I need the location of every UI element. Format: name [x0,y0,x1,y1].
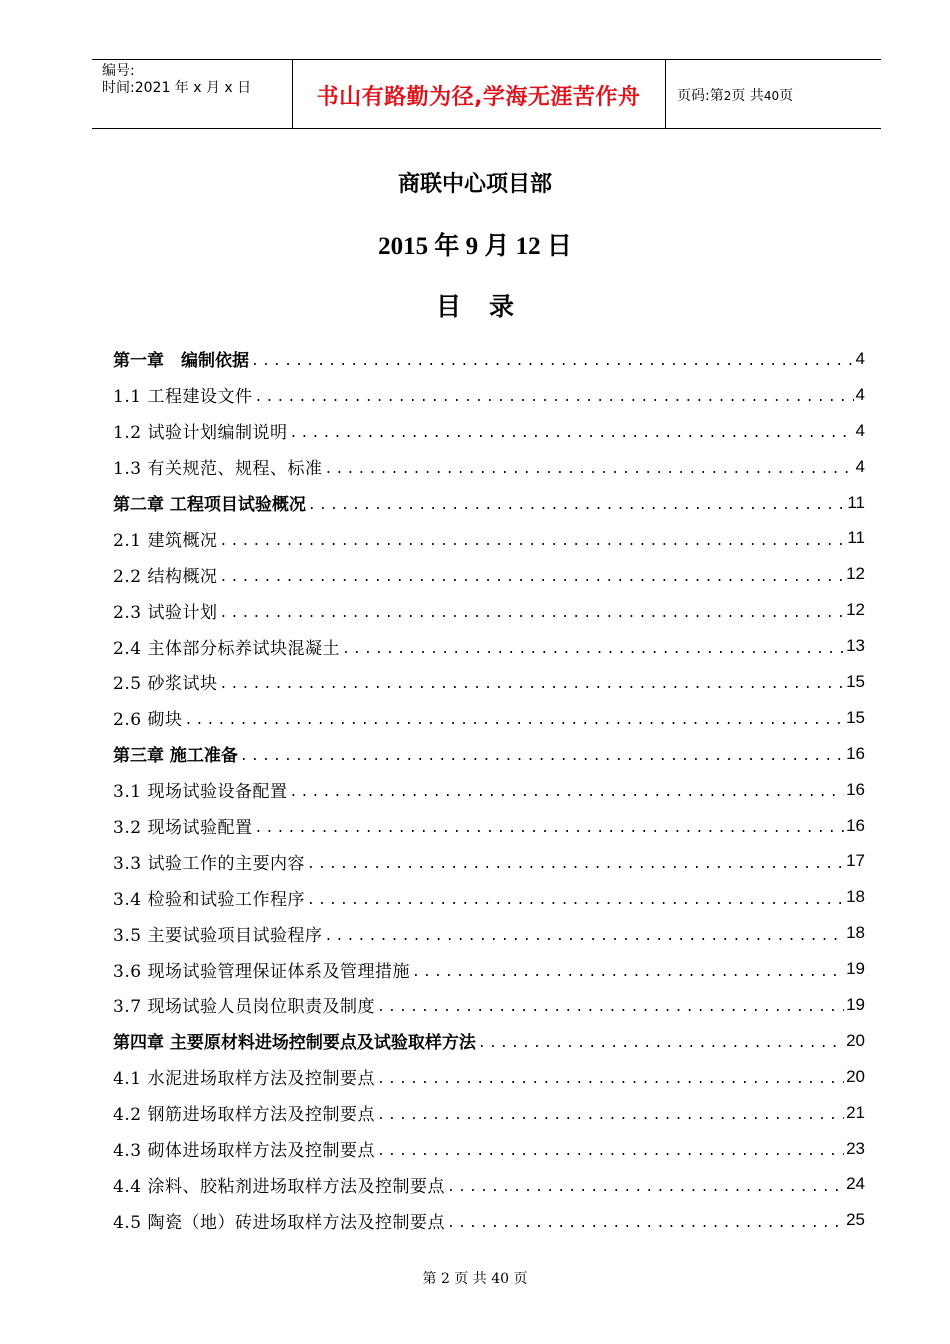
toc-dot-leader [377,1108,844,1123]
toc-entry-text: 3.2 现场试验配置 [113,818,253,839]
toc-entry-text: 3.1 现场试验设备配置 [113,782,288,803]
toc-entry-page: 18 [846,887,865,907]
toc-dot-leader [447,1180,844,1195]
toc-entry-section[interactable] [113,915,865,951]
toc-entry-section[interactable] [113,1166,865,1202]
toc-dot-leader [251,354,854,369]
toc-entry-text: 3.6 现场试验管理保证体系及管理措施 [113,961,410,982]
toc-entry-page: 25 [846,1210,865,1230]
toc-entry-page: 11 [847,492,865,512]
toc-dot-leader [447,1216,844,1231]
toc-entry-page: 4 [855,348,865,368]
table-of-contents [113,341,865,1238]
page-mid: 页 共 [731,88,764,104]
document-date: 2015 年 9 月 12 日 [378,233,572,260]
toc-entry-page: 16 [846,743,865,763]
toc-entry-text: 1.1 工程建设文件 [113,387,253,408]
page-number: 2 [723,89,732,103]
toc-entry-page: 11 [847,528,865,548]
header-motto: 书山有路勤为径,学海无涯苦作舟 [316,85,641,110]
toc-entry-section[interactable] [113,1131,865,1167]
toc-entry-page: 4 [855,420,865,440]
toc-entry-text: 第一章 编制依据 [113,351,249,372]
toc-entry-text: 4.5 陶瓷（地）砖进场取样方法及控制要点 [113,1212,445,1233]
toc-entry-text: 第四章 主要原材料进场控制要点及试验取样方法 [113,1033,476,1054]
toc-entry-page: 4 [855,384,865,404]
toc-dot-leader [254,390,853,405]
toc-dot-leader [412,965,844,980]
toc-entry-text: 4.2 钢筋进场取样方法及控制要点 [113,1105,375,1126]
toc-entry-page: 12 [846,564,865,584]
toc-entry-page: 13 [846,636,865,656]
header-page-info [677,85,793,105]
toc-entry-text: 4.4 涂料、胶粘剂进场取样方法及控制要点 [113,1176,445,1197]
toc-entry-section[interactable] [113,843,865,879]
toc-entry-chapter[interactable] [113,341,865,377]
toc-entry-section[interactable] [113,377,865,413]
page-label: 页码:第 [677,88,724,104]
time-label: 时间:2021 年 x 月 x 日 [102,80,252,96]
toc-entry-section[interactable] [113,556,865,592]
toc-entry-text: 第二章 工程项目试验概况 [113,495,306,515]
toc-entry-page: 24 [846,1174,865,1194]
toc-entry-text: 3.4 检验和试验工作程序 [113,889,305,910]
toc-entry-chapter[interactable] [113,736,865,772]
header-divider [665,60,666,128]
toc-entry-page: 19 [846,994,865,1014]
serial-label: 编号: [102,63,135,79]
toc-entry-section[interactable] [113,1202,865,1238]
toc-dot-leader [308,498,845,513]
toc-dot-leader [219,570,844,585]
toc-entry-section[interactable] [113,520,865,556]
toc-dot-leader [324,462,853,477]
toc-dot-leader [289,426,853,441]
header-meta [102,63,251,97]
toc-entry-page: 23 [846,1138,865,1158]
toc-entry-section[interactable] [113,700,865,736]
toc-entry-text: 1.3 有关规范、规程、标准 [113,459,323,480]
toc-dot-leader [377,1000,844,1015]
toc-entry-section[interactable] [113,449,865,485]
toc-entry-section[interactable] [113,879,865,915]
toc-entry-section[interactable] [113,592,865,628]
toc-entry-text: 3.3 试验工作的主要内容 [113,853,305,874]
toc-dot-leader [377,1144,844,1159]
toc-dot-leader [184,713,844,728]
toc-entry-section[interactable] [113,808,865,844]
page-footer: 第 2 页 共 40 页 [422,1271,528,1287]
toc-dot-leader [219,534,845,549]
toc-entry-text: 第三章 施工准备 [113,746,238,767]
toc-entry-page: 19 [846,959,865,979]
page-header [92,59,881,129]
toc-entry-section[interactable] [113,772,865,808]
toc-dot-leader [377,1072,844,1087]
toc-entry-page: 15 [846,671,865,691]
toc-entry-text: 2.3 试验计划 [113,602,218,623]
toc-entry-page: 20 [846,1066,865,1086]
toc-dot-leader [342,642,844,657]
toc-dot-leader [307,857,844,872]
toc-entry-page: 15 [846,707,865,727]
toc-entry-text: 1.2 试验计划编制说明 [113,423,288,444]
page-end: 页 [779,88,794,104]
toc-entry-page: 16 [846,815,865,835]
toc-entry-section[interactable] [113,628,865,664]
toc-dot-leader [240,749,844,764]
toc-dot-leader [219,606,844,621]
toc-dot-leader [219,677,844,692]
toc-dot-leader [254,821,844,836]
organization-title: 商联中心项目部 [397,172,552,197]
toc-entry-section[interactable] [113,413,865,449]
toc-entry-page: 4 [855,456,865,476]
toc-entry-page: 12 [846,600,865,620]
toc-entry-text: 2.4 主体部分标养试块混凝土 [113,638,340,659]
toc-entry-text: 2.1 建筑概况 [113,530,218,551]
toc-entry-page: 16 [846,779,865,799]
toc-dot-leader [324,929,844,944]
toc-entry-section[interactable] [113,1059,865,1095]
toc-dot-leader [289,785,844,800]
toc-entry-text: 2.5 砂浆试块 [113,674,218,695]
toc-entry-chapter[interactable] [113,485,865,521]
page-total: 40 [763,89,780,103]
toc-entry-text: 2.6 砌块 [113,710,183,731]
toc-entry-section[interactable] [113,987,865,1023]
toc-entry-page: 17 [846,851,865,871]
toc-entry-page: 18 [846,923,865,943]
toc-entry-text: 4.3 砌体进场取样方法及控制要点 [113,1141,375,1162]
toc-dot-leader [307,893,844,908]
toc-entry-text: 3.7 现场试验人员岗位职责及制度 [113,997,375,1018]
toc-entry-section[interactable] [113,1095,865,1131]
toc-entry-section[interactable] [113,951,865,987]
toc-entry-chapter[interactable] [113,1023,865,1059]
toc-entry-text: 3.5 主要试验项目试验程序 [113,925,323,946]
toc-title: 目录 [435,292,542,321]
toc-dot-leader [478,1036,844,1051]
toc-entry-page: 21 [846,1102,865,1122]
toc-entry-page: 20 [846,1030,865,1050]
toc-entry-section[interactable] [113,664,865,700]
toc-entry-text: 4.1 水泥进场取样方法及控制要点 [113,1069,375,1090]
toc-entry-text: 2.2 结构概况 [113,566,218,587]
